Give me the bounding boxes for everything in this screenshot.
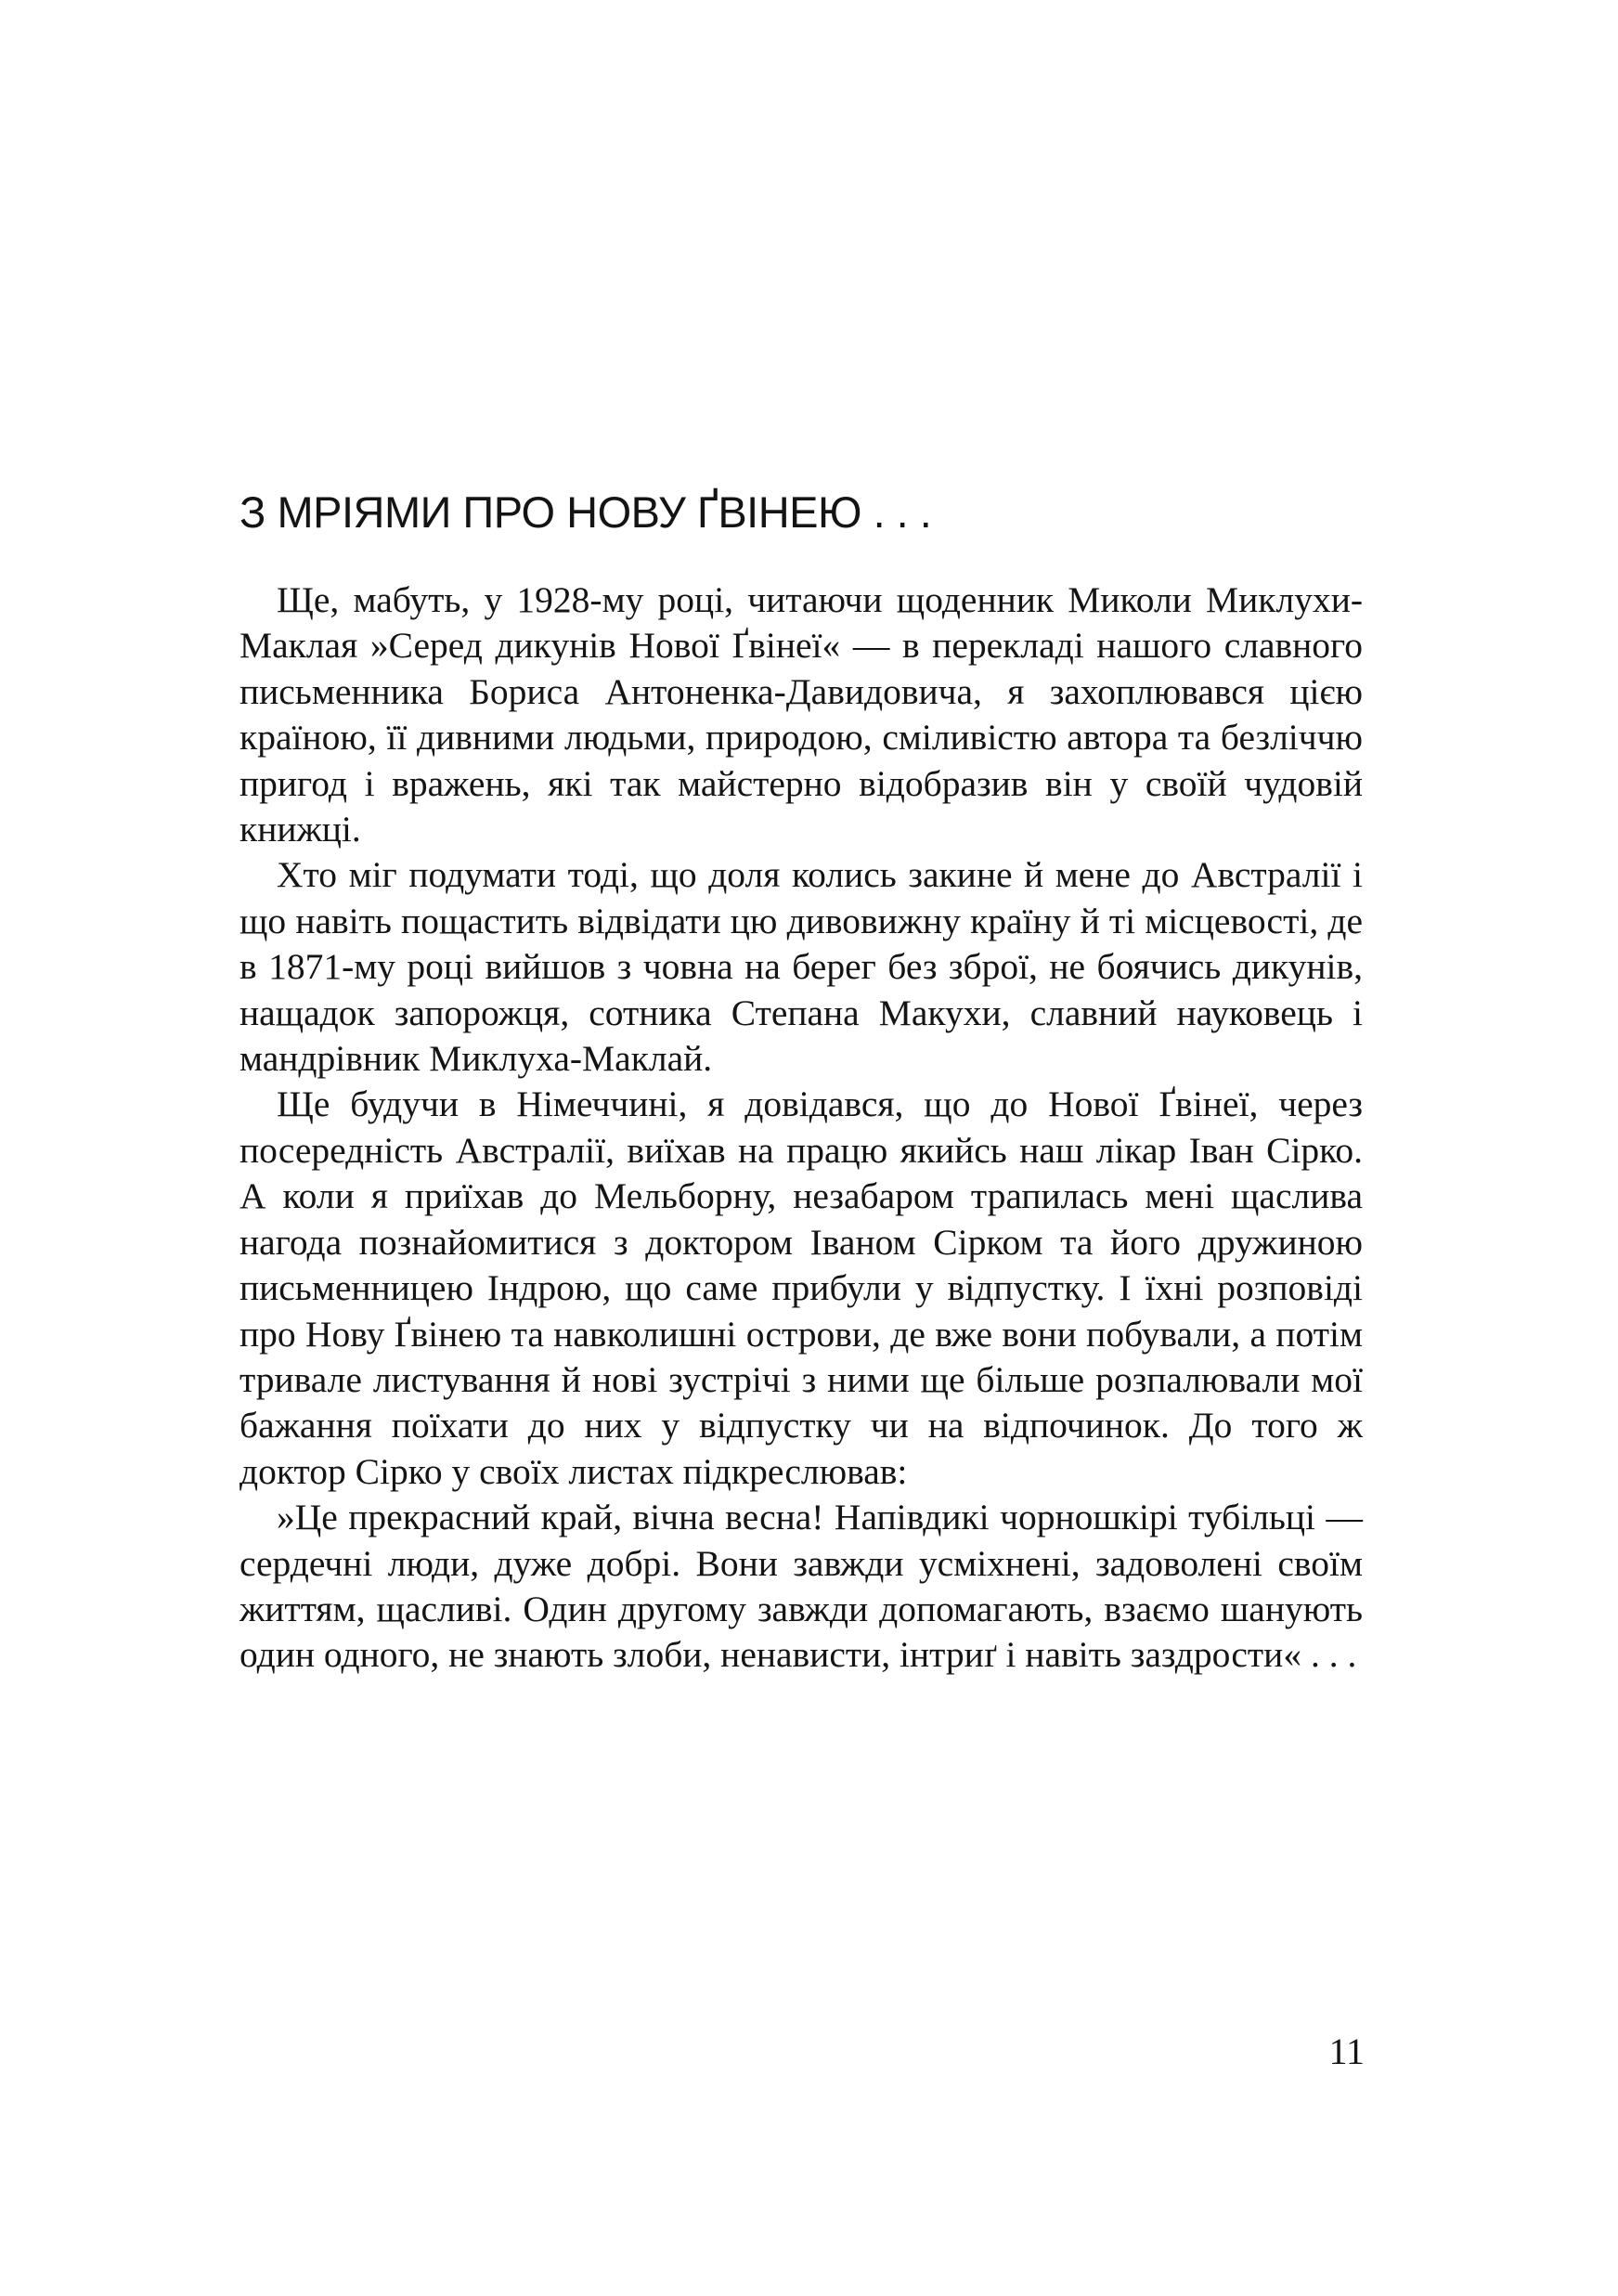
paragraph-2: Хто міг подумати тоді, що доля колись закине й мене до Австралії і що навіть пощастить відвідати цю дивовижну країну й ті місцевості, де в 1871-му році вийшов з човна на берег без зброї, не боячись дикунів, нащадок запорожця, сотника Степана Макухи, славний науковець і мандрівник Миклуха-Маклай. (239, 854, 1363, 1080)
paragraph-3: Ще будучи в Німеччині, я довідався, що до Нової Ґвінеї, через посередність Австралії, виїхав на працю якийсь наш лікар Іван Сірко. А коли я приїхав до Мельборну, незабаром трапилась мені щаслива нагода познайомитися з доктором Іваном Сірком та його дружиною письменницею Індрою, що саме прибули у відпустку. І їхні розповіді про Нову Ґвінею та навколишні острови, де вже вони побували, а потім тривале листування й нові зустрічі з ними ще більше розпалювали мої бажання поїхати до них у відпустку чи на відпочинок. До того ж доктор Сірко у своїх листах підкреслював: (239, 1083, 1363, 1492)
chapter-body (239, 577, 1363, 1679)
page-number: 11 (1328, 2030, 1365, 2072)
paragraph-1: Ще, мабуть, у 1928-му році, читаючи щоденник Миколи Миклухи-Маклая »Серед дикунів Нової Ґвінеї« — в перекладі нашого славного письменника Бориса Антоненка-Давидовича, я захоплювався цією країною, її дивними людьми, природою, сміливістю автора та безліччю пригод і вражень, які так майстерно відобразив він у своїй чудовій книжці. (239, 579, 1363, 850)
chapter-title: З МРІЯМИ ПРО НОВУ ҐВІНЕЮ . . . (239, 487, 932, 537)
paragraph-4-quote: »Це прекрасний край, вічна весна! Напівдикі чорношкірі тубільці — сердечні люди, дуже добрі. Вони завжди усміхнені, задоволені своїм життям, щасливі. Один другому завжди допомагають, взаємо шанують один одного, не знають злоби, ненависти, інтриґ і навіть заздрости« . . . (239, 1497, 1363, 1676)
